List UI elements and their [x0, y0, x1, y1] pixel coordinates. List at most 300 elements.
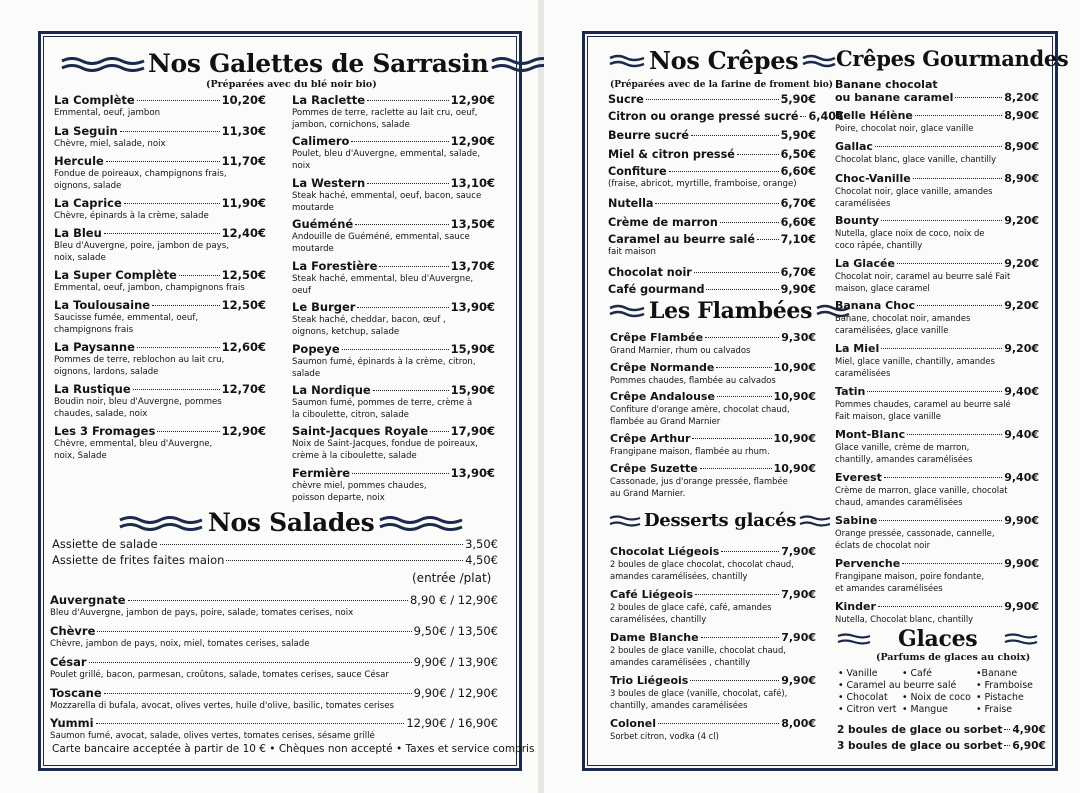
menu-item-name: La Toulousaine — [54, 298, 151, 312]
menu-item-row — [292, 342, 495, 356]
menu-item-row — [608, 148, 816, 161]
dot-leader — [179, 275, 220, 276]
menu-item — [835, 600, 1039, 625]
dot-leader — [720, 222, 779, 223]
menu-item-price: 9,90€ — [1004, 557, 1039, 570]
menu-item — [50, 686, 498, 712]
menu-item — [292, 176, 495, 214]
menu-item — [54, 196, 266, 222]
menu-item-row — [54, 124, 266, 138]
menu-item-description: caramélisées — [835, 198, 891, 208]
dot-leader — [915, 115, 1002, 116]
menu-item-row — [54, 93, 266, 107]
menu-item-price: 9,20€ — [1004, 342, 1039, 355]
menu-item-price: 9,90€ — [780, 283, 816, 296]
dot-leader — [691, 135, 779, 136]
dot-leader — [695, 594, 779, 595]
menu-item-name: Yummi — [50, 716, 94, 730]
menu-item-row — [292, 300, 495, 314]
menu-item-name: La Nordique — [292, 383, 371, 397]
dot-leader — [694, 272, 779, 273]
menu-item-name: Chèvre — [50, 624, 96, 638]
dot-leader — [133, 389, 220, 390]
menu-item-price: 9,40€ — [1004, 471, 1039, 484]
dot-leader — [881, 348, 1002, 349]
dot-leader — [897, 263, 1002, 264]
dot-leader — [1004, 745, 1010, 746]
menu-item — [610, 674, 816, 711]
menu-item-name: Kinder — [835, 600, 876, 613]
menu-item — [292, 217, 495, 255]
menu-item — [835, 109, 1039, 134]
menu-item-description: Orange pressée, cassonade, cannelle, — [835, 528, 995, 538]
glace-flavor: • Noix de coco — [902, 692, 971, 703]
menu-item-price: 13,10€ — [450, 176, 495, 190]
menu-item-description: Saucisse fumée, emmental, oeuf, — [54, 313, 199, 323]
menu-item-price: 10,90€ — [773, 361, 816, 374]
wave-ornament-icon — [608, 303, 646, 319]
menu-item-description: Andouille de Guéméné, emmental, sauce — [292, 232, 470, 242]
dot-leader — [137, 100, 220, 101]
glace-flavor: • Mangue — [902, 704, 948, 715]
menu-item-description: Chèvre, emmental, bleu d'Auvergne, — [54, 439, 213, 449]
menu-item-name: 2 boules de glace ou sorbet — [837, 724, 1003, 736]
menu-item-name: César — [50, 655, 87, 669]
dot-leader — [367, 100, 449, 101]
menu-item-row — [835, 514, 1039, 527]
menu-item-row — [54, 298, 266, 312]
menu-item-price: 8,90€ — [1004, 172, 1039, 185]
dot-leader — [342, 349, 449, 350]
menu-item-description: Fondue de poireaux, champignons frais, — [54, 169, 227, 179]
menu-item-description: oignons, salade — [54, 181, 122, 191]
menu-item-name: Café gourmand — [608, 283, 705, 296]
menu-item-price: 7,90€ — [781, 631, 816, 644]
menu-item-name: Chocolat noir — [608, 266, 692, 279]
menu-item-price: 10,90€ — [773, 390, 816, 403]
desserts-title-text: Desserts glacés — [644, 510, 797, 531]
menu-item-description: oignons, ketchup, salade — [292, 327, 400, 337]
menu-item-name: Crêpe Arthur — [610, 432, 691, 445]
menu-item-row — [835, 214, 1039, 227]
menu-page-left — [0, 0, 538, 793]
menu-item-price: 13,90€ — [450, 300, 495, 314]
menu-item-description: coco râpée, chantilly — [835, 240, 923, 250]
dot-leader — [701, 637, 780, 638]
crepes-subtitle: (Préparées avec de la farine de froment bio) — [610, 80, 834, 90]
dot-leader — [716, 367, 771, 368]
menu-item-description: Chocolat blanc, glace vanille, chantilly — [835, 154, 997, 164]
menu-item-description: chantilly, amandes caramélisées — [835, 454, 973, 464]
menu-item-description: salade — [292, 369, 321, 379]
menu-item-price: 3,50€ — [465, 537, 498, 551]
menu-item — [837, 724, 1046, 736]
menu-item-row — [292, 259, 495, 273]
menu-item-row — [608, 110, 844, 123]
dot-leader — [655, 203, 778, 204]
menu-item-row — [52, 537, 498, 551]
menu-item-name: 3 boules de glace ou sorbet — [837, 740, 1003, 752]
menu-item — [292, 383, 495, 421]
menu-item-description: Steak haché, emmental, bleu d'Auvergne, — [292, 274, 474, 284]
crepes-title-text: Nos Crêpes — [649, 46, 799, 75]
menu-item-description: Poire, chocolat noir, glace vanille — [835, 123, 974, 133]
dot-leader — [157, 431, 219, 432]
menu-item-price: 13,90€ — [450, 466, 495, 480]
menu-item-price: 15,90€ — [450, 342, 495, 356]
menu-item-description: Pommes de terre, raclette au lait cru, oeuf, — [292, 108, 478, 118]
menu-item-price: 12,60€ — [221, 340, 266, 354]
menu-item — [608, 165, 816, 190]
menu-item-row — [835, 172, 1039, 185]
menu-item-row — [835, 385, 1039, 398]
menu-item-description: moutarde — [292, 244, 334, 254]
menu-item-description: Grand Marnier, rhum ou calvados — [610, 345, 751, 355]
payment-footer: Carte bancaire acceptée à partir de 10 € • Chèques non accepté • Taxes et service compris — [52, 743, 535, 755]
menu-item-description: Crème de marron, glace vanille, chocolat — [835, 485, 1008, 495]
wave-ornament-icon — [378, 514, 464, 532]
menu-item-price: 7,90€ — [781, 588, 816, 601]
menu-item-price: 12,70€ — [221, 382, 266, 396]
menu-item-row — [54, 340, 266, 354]
menu-item-name: Crêpe Normande — [610, 361, 715, 374]
menu-item — [292, 424, 495, 462]
menu-item — [292, 342, 495, 380]
menu-item — [54, 340, 266, 378]
galettes-title-text: Nos Galettes de Sarrasin — [148, 49, 489, 78]
menu-item — [835, 557, 1039, 594]
glace-flavor: •Banane — [976, 668, 1018, 679]
menu-item-price: 10,90€ — [773, 462, 816, 475]
menu-item-price: 13,70€ — [450, 259, 495, 273]
menu-item-name: La Western — [292, 176, 366, 190]
dot-leader — [89, 662, 412, 663]
dot-leader — [881, 220, 1002, 221]
dot-leader — [646, 99, 779, 100]
menu-item — [610, 588, 816, 625]
menu-item-description: Chèvre, miel, salade, noix — [54, 139, 166, 149]
menu-item-price: 10,20€ — [221, 93, 266, 107]
glace-flavor: • Citron vert — [838, 704, 897, 715]
menu-item-description: Steak haché, cheddar, bacon, œuf , — [292, 315, 446, 325]
menu-item — [608, 129, 816, 142]
menu-item-description: Chocolat noir, glace vanille, amandes — [835, 186, 993, 196]
menu-item — [610, 717, 816, 742]
menu-item-name: Dame Blanche — [610, 631, 699, 644]
menu-item-description: chaud, amandes caramélisées — [835, 497, 963, 507]
gourmandes-title-text: Crêpes Gourmandes — [836, 46, 1069, 71]
menu-item-name: Confiture — [608, 165, 667, 178]
menu-item-description: Saumon fumé, épinards à la crème, citron, — [292, 357, 476, 367]
menu-item-name: La Seguin — [54, 124, 118, 138]
dot-leader — [124, 203, 220, 204]
menu-item — [50, 624, 498, 650]
menu-item-row — [835, 140, 1039, 153]
menu-item — [835, 78, 1039, 104]
menu-item-row — [608, 165, 816, 178]
menu-item-description: caramélisées, chantilly — [610, 614, 707, 624]
menu-item-price: 17,90€ — [450, 424, 495, 438]
menu-item — [292, 466, 495, 504]
dot-leader — [97, 631, 411, 632]
menu-item-description: oignons, lardons, salade — [54, 367, 159, 377]
menu-item — [52, 537, 498, 551]
menu-item-row — [835, 600, 1039, 613]
menu-item-row — [835, 91, 1039, 104]
dot-leader — [357, 307, 448, 308]
menu-item-description: au Grand Marnier. — [610, 488, 686, 498]
menu-item-name: Colonel — [610, 717, 657, 730]
menu-item-row — [54, 382, 266, 396]
menu-item-row — [610, 331, 816, 344]
menu-item-price: 6,60€ — [780, 216, 816, 229]
menu-item-price: 9,90€ — [781, 674, 816, 687]
menu-item-description: Emmental, oeuf, jambon, champignons frais — [54, 283, 245, 293]
dot-leader — [705, 337, 779, 338]
menu-item-price: 6,70€ — [780, 266, 816, 279]
menu-item-name: Café Liégeois — [610, 588, 694, 601]
wave-ornament-icon — [118, 514, 204, 532]
menu-item-row — [292, 134, 495, 148]
menu-item-name: Citron ou orange pressé sucré — [608, 110, 799, 123]
galettes-subtitle: (Préparées avec du blé noir bio) — [206, 79, 377, 90]
section-title-flambees — [608, 298, 851, 324]
menu-item-description: Chèvre, jambon de pays, noix, miel, tomates cerises, salade — [50, 639, 310, 649]
menu-item-row — [50, 655, 498, 669]
salades-portion-note: (entrée /plat) — [412, 571, 492, 585]
menu-item — [54, 298, 266, 336]
menu-item — [608, 266, 816, 279]
menu-item — [835, 299, 1039, 336]
menu-item-description: amandes caramélisées , chantilly — [610, 657, 751, 667]
menu-item-name: Chocolat Liégeois — [610, 545, 720, 558]
menu-item-row — [292, 466, 495, 480]
section-title-galettes — [60, 49, 560, 78]
menu-item-description: Fait maison, glace vanille — [835, 411, 941, 421]
wave-ornament-icon — [798, 514, 832, 528]
menu-item — [54, 268, 266, 294]
menu-item — [608, 216, 816, 229]
menu-item-row — [837, 724, 1046, 736]
menu-item-name: Belle Hélène — [835, 109, 913, 122]
menu-item-name: Trio Liégeois — [610, 674, 689, 687]
menu-item-description: fait maison — [608, 247, 656, 257]
menu-item — [54, 93, 266, 119]
menu-item-price: 7,10€ — [780, 233, 816, 246]
dot-leader — [352, 473, 449, 474]
menu-item-description: Frangipane maison, flambée au rhum. — [610, 446, 770, 456]
dot-leader — [907, 434, 1002, 435]
menu-item-description: champignons frais — [54, 325, 134, 335]
menu-item — [54, 424, 266, 462]
menu-item-price: 9,90€ — [1004, 514, 1039, 527]
wave-ornament-icon — [801, 53, 837, 69]
dot-leader — [104, 233, 220, 234]
dot-leader — [875, 146, 1002, 147]
dot-leader — [669, 171, 779, 172]
menu-item — [610, 361, 816, 386]
menu-item-description: Sorbet citron, vodka (4 cl) — [610, 731, 719, 741]
dot-leader — [104, 693, 412, 694]
menu-item-name: Crêpe Suzette — [610, 462, 698, 475]
menu-item-price: 9,20€ — [1004, 214, 1039, 227]
menu-item-description: Saumon fumé, pommes de terre, crème à — [292, 398, 473, 408]
menu-item-row — [608, 93, 816, 106]
menu-item-description: Frangipane maison, poire fondante, — [835, 571, 985, 581]
menu-item-name: Bounty — [835, 214, 880, 227]
menu-item-name: Pervenche — [835, 557, 901, 570]
menu-item-name: Banana Choc — [835, 299, 916, 312]
menu-item-description: noix, salade — [54, 253, 106, 263]
menu-item-name: Guéméné — [292, 217, 354, 231]
menu-item — [835, 471, 1039, 508]
menu-item-price: 8,90 € / 12,90€ — [409, 593, 498, 607]
menu-item — [835, 214, 1039, 251]
menu-page-right — [544, 0, 1080, 793]
menu-item-row — [835, 109, 1039, 122]
menu-item — [835, 257, 1039, 294]
menu-item-row — [835, 299, 1039, 312]
dot-leader — [717, 396, 772, 397]
menu-item-row — [608, 233, 816, 246]
menu-item-price: 13,50€ — [450, 217, 495, 231]
menu-item — [610, 462, 816, 499]
dot-leader — [430, 431, 448, 432]
menu-item-description: Poulet grillé, bacon, parmesan, croûtons, salade, tomates cerises, sauce César — [50, 670, 389, 680]
menu-item-name: Le Burger — [292, 300, 356, 314]
wave-ornament-icon — [1003, 632, 1039, 646]
dot-leader — [690, 680, 779, 681]
menu-item-row — [292, 424, 495, 438]
menu-item-row — [610, 545, 816, 558]
menu-item-row — [292, 383, 495, 397]
menu-item-row — [610, 588, 816, 601]
menu-item-row — [54, 424, 266, 438]
menu-item-name: Choc-Vanille — [835, 172, 911, 185]
menu-item-description: 2 boules de glace chocolat, chocolat chaud, — [610, 559, 794, 569]
dot-leader — [700, 468, 772, 469]
menu-item-description: caramélisées, glace vanille — [835, 325, 949, 335]
menu-item-name: La Miel — [835, 342, 880, 355]
section-title-desserts — [608, 510, 832, 531]
menu-item — [608, 110, 844, 123]
menu-item-name: Beurre sucré — [608, 129, 689, 142]
menu-item-row — [608, 283, 816, 296]
dot-leader — [120, 131, 220, 132]
menu-item-price: 12,40€ — [221, 226, 266, 240]
menu-item-name: Crêpe Andalouse — [610, 390, 715, 403]
menu-item-name: La Glacée — [835, 257, 895, 270]
menu-item-description: Chèvre, épinards à la crème, salade — [54, 211, 209, 221]
menu-item-description: Boudin noir, bleu d'Auvergne, pommes — [54, 397, 222, 407]
salades-title-text: Nos Salades — [208, 508, 375, 537]
menu-item — [835, 514, 1039, 551]
glaces-title-text: Glaces — [898, 626, 978, 652]
menu-item-description: poisson departe, noix — [292, 493, 385, 503]
dot-leader — [867, 391, 1002, 392]
dot-leader — [128, 600, 408, 601]
menu-item-description: Nutella, Chocolat blanc, chantilly — [835, 614, 974, 624]
menu-item-name: Banane chocolat — [835, 78, 938, 91]
menu-item-name: Sucre — [608, 93, 644, 106]
menu-item — [835, 428, 1039, 465]
menu-item — [608, 233, 816, 258]
menu-item-description: 3 boules de glace (vanille, chocolat, café), — [610, 688, 788, 698]
glaces-subtitle: (Parfums de glaces au choix) — [876, 652, 1031, 663]
dot-leader — [737, 154, 779, 155]
menu-item-description: Poulet, bleu d'Auvergne, emmental, salade, — [292, 149, 481, 159]
menu-item — [608, 148, 816, 161]
menu-item-description: maison, glace caramel — [835, 283, 930, 293]
menu-item-description: crème à la ciboulette, salade — [292, 451, 417, 461]
menu-item-name: Mont-Blanc — [835, 428, 906, 441]
menu-item-price: 12,90€ — [450, 134, 495, 148]
menu-item — [835, 140, 1039, 165]
menu-item-name: Nutella — [608, 197, 654, 210]
menu-item-description: chaudes, salade, noix — [54, 409, 148, 419]
menu-item-name: Gallac — [835, 140, 873, 153]
menu-item-description: Glace vanille, crème de marron, — [835, 442, 970, 452]
menu-item-description: amandes caramélisées, chantilly — [610, 571, 748, 581]
menu-item-row — [50, 716, 498, 730]
dot-leader — [367, 183, 448, 184]
menu-item-name: La Raclette — [292, 93, 366, 107]
menu-item-row — [54, 268, 266, 282]
menu-item-price: 12,90€ — [450, 93, 495, 107]
menu-item — [54, 154, 266, 192]
dot-leader — [879, 520, 1002, 521]
section-title-glaces — [836, 626, 1039, 652]
menu-item-name: La Bleu — [54, 226, 102, 240]
menu-item-row — [610, 462, 816, 475]
menu-item-row — [54, 196, 266, 210]
dot-leader — [1004, 729, 1010, 730]
dot-leader — [955, 97, 1002, 98]
menu-item-row — [292, 217, 495, 231]
menu-item-name-cont: ou banane caramel — [835, 91, 954, 104]
menu-item — [292, 259, 495, 297]
menu-item-price: 12,90€ — [221, 424, 266, 438]
wave-ornament-icon — [608, 514, 642, 528]
dot-leader — [692, 438, 771, 439]
dot-leader — [226, 560, 463, 561]
menu-item-row — [610, 717, 816, 730]
menu-item-name: Crêpe Flambée — [610, 331, 704, 344]
menu-item — [610, 390, 816, 427]
menu-item-row — [610, 361, 816, 374]
menu-item-name: Tatin — [835, 385, 866, 398]
glace-flavor: • Pistache — [976, 692, 1024, 703]
menu-item-description: Saumon fumé, avocat, salade, olives vertes, tomates cerises, sésame grillé — [50, 731, 375, 741]
section-title-salades — [118, 508, 464, 537]
dot-leader — [160, 544, 464, 545]
menu-item-description: chèvre miel, pommes chaudes, — [292, 481, 427, 491]
menu-item-row — [835, 471, 1039, 484]
menu-item-description: Miel, glace vanille, chantilly, amandes — [835, 356, 995, 366]
menu-item-price: 12,90€ / 16,90€ — [406, 716, 498, 730]
menu-item-row — [50, 686, 498, 700]
menu-item — [835, 385, 1039, 422]
menu-item — [610, 545, 816, 582]
dot-leader — [913, 178, 1003, 179]
menu-item-description: caramélisées — [835, 368, 891, 378]
menu-item-price: 12,50€ — [221, 268, 266, 282]
menu-item-description: noix — [292, 161, 311, 171]
menu-item-row — [610, 674, 816, 687]
menu-item-description: Banane, chocolat noir, amandes — [835, 313, 971, 323]
menu-item-description: Confiture d'orange amère, chocolat chaud, — [610, 404, 790, 414]
menu-item-name: La Paysanne — [54, 340, 135, 354]
